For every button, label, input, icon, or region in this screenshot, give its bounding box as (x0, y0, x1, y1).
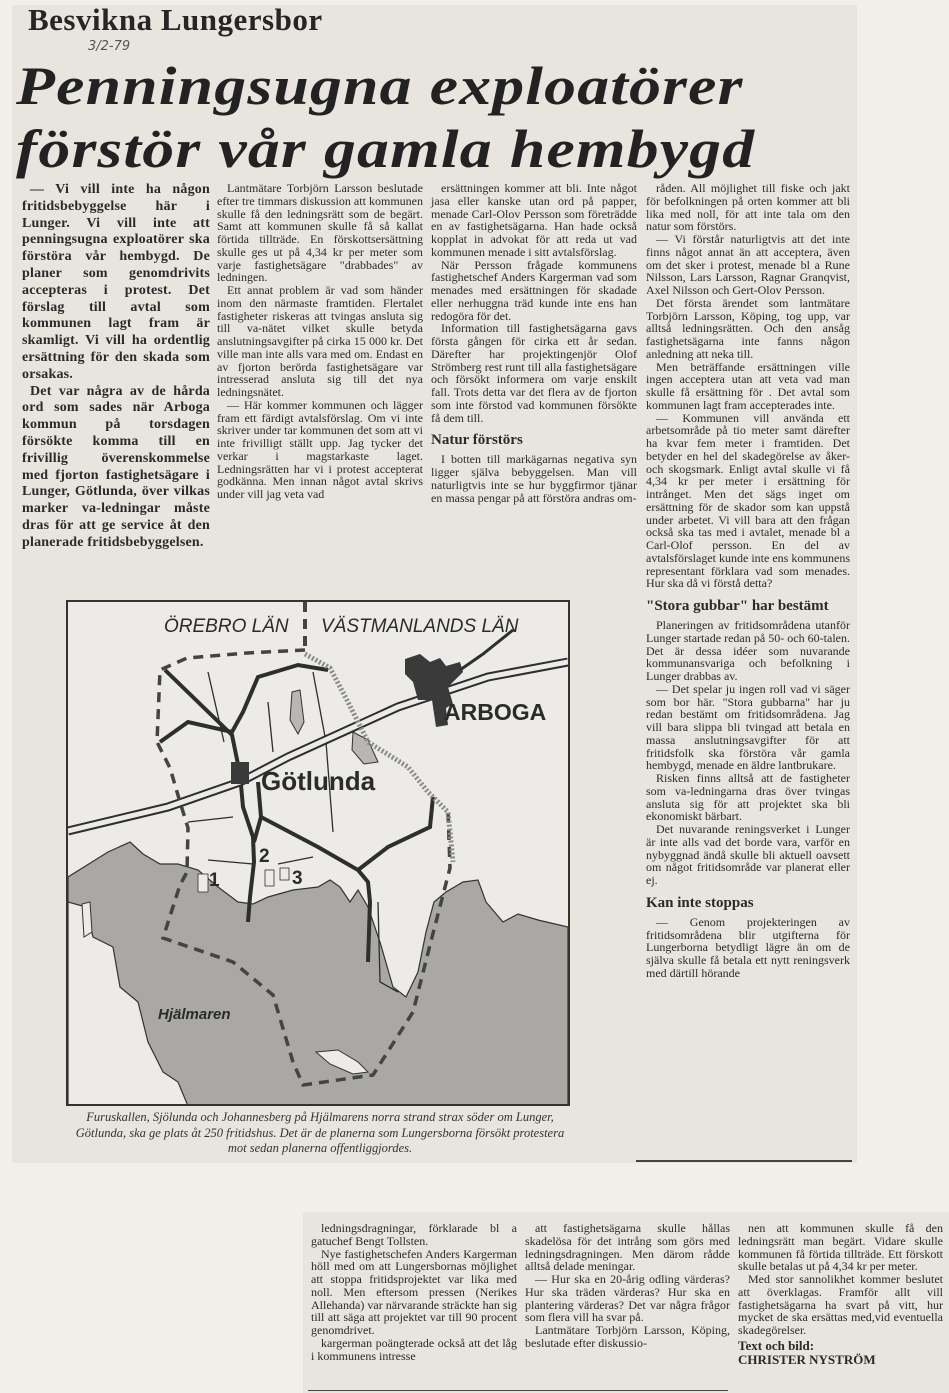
paragraph: I botten till markägarnas negativa syn ligger själva bebyggelsen. Man vill naturligtvis inte se hur byggfirmor tjänar en massa pengar på att förstöra andras om- (431, 452, 637, 505)
paragraph: Ett annat problem är vad som händer inom den närmaste framtiden. Flertalet fastigheter riskeras att tvingas ansluta sig till va-nätet vilket skulle betyda anslutningsavgifter på cirka 15 000 kr. Det ville man inte alls vara med om. Endast en av fjorton berörda fastighetsägare var intresserad ansluta sig till det nya ledningsnätet. (217, 283, 423, 399)
paragraph: Planeringen av fritidsområdena utanför Lunger startade redan på 50- och 60-talen. Det är dessa idéer som nuvarande kommunansvariga och befolkning i Lunger drabbas av. (646, 618, 850, 683)
paragraph: — Vi vill inte ha någon fritidsbebyggelse här i Lunger. Vi vill inte att penningsugna exploatörer ska förstöra vår hembygd. De planer som genomdrivits accepteras i protest. Det förslag till avtal som kommunen lagt fram är skamligt. Vi vill ha ordentlig ersättning för den skada som orsakas. (22, 182, 210, 382)
byline-label: Text och bild: (738, 1337, 815, 1353)
article-column-1 (22, 182, 210, 552)
headline-line-2: förstör vår gamla hembygd (16, 119, 756, 179)
continuation-column-1 (311, 1222, 517, 1362)
headline-line-1: Penningsugna exploatörer (16, 56, 744, 116)
map-drawing (68, 602, 568, 1106)
label-site-3: 3 (292, 868, 303, 889)
article-column-4 (646, 182, 850, 980)
subheading: "Stora gubbar" har bestämt (646, 598, 829, 614)
paragraph: Det nuvarande reningsverket i Lunger är inte alls vad det borde vara, varför en nybyggnad ändå skulle bli aktuell oavsett om något fritidsområde var planerat eller ej. (646, 822, 850, 887)
paragraph: När Persson frågade kommunens fastighetschef Anders Kargerman vad som menades med ersättningen för skadade eller nerhuggna träd kunde inte ens han redogöra för det. (431, 257, 637, 323)
label-orebro-lan: ÖREBRO LÄN (164, 616, 289, 637)
article-column-3 (431, 182, 637, 504)
paragraph: Nye fastighetschefen Anders Kargerman höll med om att Lungersbornas möjlighet att stoppa fritidsprojektet var lika med noll. Men eftersom pressen (Nerikes Allehanda) var närvarande sträckte han sig till att säga att projektet var till 90 procent genomdrivet. (311, 1246, 517, 1337)
label-vastmanlands-lan: VÄSTMANLANDS LÄN (321, 616, 519, 637)
paragraph: Information till fastighetsägarna gavs första gången för cirka ett år sedan. Därefter har projektingenjör Olof Strömberg rest runt till alla fastighetsägare och försökt informera om varje enskilt fall. Trots detta var det flera av de fjorton som inte förstod vad kommunen försökte få dem till. (431, 321, 637, 425)
label-site-2: 2 (259, 846, 270, 867)
paragraph: ledningsdragningar, förklarade bl a gatuchef Bengt Tollsten. (311, 1221, 517, 1248)
paragraph: — Hur ska en 20-årig odling värderas? Hur ska träden värderas? Hur ska en plantering värderas? Det var några frågor som flera vill ha svar på. (525, 1272, 730, 1325)
label-arboga: ARBOGA (444, 699, 547, 725)
map-caption: Furuskallen, Sjölunda och Johannesberg på Hjälmarens norra strand strax söder om Lunger, Götlunda, ska ge plats åt 250 fritidshus. Det är de planerna som Lungersborna försökt protestera mot sedan planerna offentliggjordes. (75, 1110, 565, 1155)
paragraph: — Här kommer kommunen och lägger fram ett färdigt avtalsförslag. Om vi inte skriver under tar kommunen det som att vi inte frivilligt ställt upp. Jag tycker det verkar i magstarkaste laget. Ledningsrätten har vi i protest accepterat godkänna. Men innan något avtal skrivs under vill jag veta vad (217, 397, 423, 501)
map (66, 600, 570, 1106)
column-end-rule (636, 1160, 852, 1162)
paragraph: nen att kommunen skulle få den ledningsrätt man begärt. Vidare skulle kommunen få förtida tillträde. Ett förskott skulle betalas ut på 4,34 kr per meter. (738, 1221, 943, 1274)
island (82, 902, 92, 937)
paragraph: Lantmätare Torbjörn Larsson, Köping, beslutade efter diskussio- (525, 1323, 730, 1350)
gotlunda-village (231, 762, 249, 784)
continuation-column-3 (738, 1222, 943, 1367)
paragraph: Med stor sannolikhet kommer beslutet att överklagas. Framför allt vill fastighetsägarna ha svart på vitt, hur mycket de ska ersättas med,vid eventuella skadegörelser. (738, 1272, 943, 1337)
paragraph: Lantmätare Torbjörn Larsson beslutade efter tre timmars diskussion att kommunen skulle få den ledningsrätt som de begärt. Samt att kommunen skulle få så kallat förtida tillträde. En förskottsersättning skulle ges ut på 4,34 kr per meter som varje fastighetsägare "drabbades" av ledningen. (217, 181, 423, 285)
label-hjalmaren: Hjälmaren (158, 1006, 231, 1023)
paragraph: — Genom projekteringen av fritidsområdena blir utgifterna för Lungerborna betydligt lägre än om de själva skulle få betala ett nytt reningsverk med därtill hörande (646, 914, 850, 980)
paragraph: — Kommunen vill använda ett arbetsområde på tio meter samt därefter ha kvar fem meter i framtiden. Det betyder en hel del skadegörelse av åker- och skogsmark. Enligt avtal skulle vi få 4,34 kr per meter i ersättning för intrånget. Men det sägs inget om ersättning för de skador som kan uppstå under arbetet. Vi vill bara att den frågan också ska tas med i avtalet, menade bl a Carl-Olof persson. En del av avtalsförslaget kunde inte ens kommunens representant förklara vad som menades. Hur ska då vi förstå detta? (646, 410, 850, 591)
paragraph: — Det spelar ju ingen roll vad vi säger som bor här. "Stora gubbarna" har ju redan bestämt om fritidsområdena. Jag vill bara slippa bli tvingad att betala en massa anslutningsavgifter för att fritidsfolk ska förstöra vår gamla hembygd, menade en äldre lantbrukare. (646, 681, 850, 773)
paragraph: ersättningen kommer att bli. Inte något jasa eller kanske utan ord på papper, menade Carl-Olov Persson som företrädde en av fastighetsägarna. Han hade också kopplat in advokat för att reda ut vad kommunen menade i sitt avtalsförslag. (431, 181, 637, 259)
label-site-1: 1 (209, 870, 220, 891)
label-gotlunda: Götlunda (261, 766, 376, 796)
paragraph: råden. All möjlighet till fiske och jakt för befolkningen på orten kommer att bli lika med noll, för att inte tala om den natur som förstörs. (646, 181, 850, 234)
byline-name: CHRISTER NYSTRÖM (738, 1351, 876, 1367)
paragraph: att fastighetsägarna skulle hållas skadelösa för det intrång som görs med ledningsdragningen. Men därom rådde alltså delade meningar. (525, 1221, 730, 1274)
handwritten-date: 3/2-79 (88, 39, 131, 54)
byline (738, 1339, 943, 1367)
column-end-rule (308, 1390, 728, 1391)
paragraph: kargerman poängterade också att det låg i kommunens intresse (311, 1335, 517, 1363)
kicker: Besvikna Lungersbor (28, 2, 323, 37)
subheading: Kan inte stoppas (646, 894, 754, 911)
paragraph: Risken finns alltså att de fastigheter som va-ledningarna dras över tvingas ansluta sig för att projektet ska bli ekonomiskt bärbart. (646, 771, 850, 824)
paragraph: Men beträffande ersättningen ville ingen acceptera utan att veta vad man skulle få ersättning för . Det avtal som kommunen lagt fram accepterades inte. (646, 359, 850, 412)
paragraph: Det var några av de hårda ord som sades när Arboga kommun på torsdagen försökte komma till en frivillig överenskommelse med fjorton fastighetsägare i Lunger, Götlunda, över vilkas marker va-ledningar måste dras för att ge service åt den planerade fritidsbebyggelsen. (22, 383, 210, 550)
continuation-column-2 (525, 1222, 730, 1350)
article-column-2 (217, 182, 423, 501)
paragraph: Det första ärendet som lantmätare Torbjörn Larsson, Köping, tog upp, var alltså ledningsrätten. Och den ansåg fastighetsägarna inte fanns någon anledning att neka till. (646, 295, 850, 361)
paragraph: — Vi förstår naturligtvis att det inte finns något annat än att acceptera, även om det sker i protest, menade bl a Rune Nilsson, Lars Larsson, Ragnar Granqvist, Axel Nilsson och Gert-Olov Persson. (646, 232, 850, 297)
subheading: Natur förstörs (431, 432, 523, 449)
